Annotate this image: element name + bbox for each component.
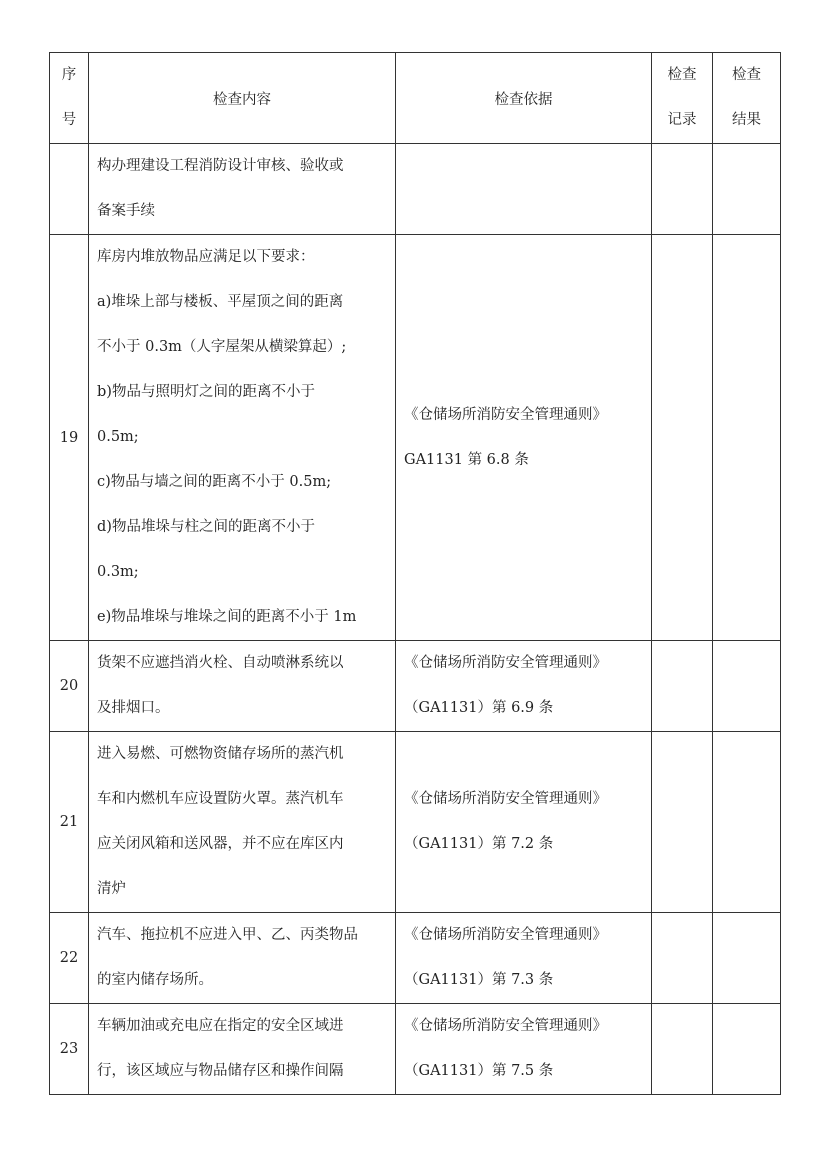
header-result-line: 结果	[732, 112, 761, 128]
row-record	[652, 732, 713, 913]
header-record-line: 检查	[667, 67, 697, 83]
row-seq	[50, 732, 89, 913]
row-record	[652, 913, 713, 1004]
content-text	[89, 913, 395, 1003]
content-line: 车辆加油或充电应在指定的安全区域进	[97, 1018, 344, 1034]
row-seq-text: 19	[59, 429, 79, 446]
basis-line: GA1131 第 6.8 条	[404, 451, 529, 468]
row-seq-text: 21	[59, 814, 79, 830]
row-content	[89, 1004, 396, 1095]
content-line: 库房内堆放物品应满足以下要求：	[97, 249, 315, 265]
header-content: 检查内容	[89, 53, 396, 144]
content-line: 行，该区域应与物品储存区和操作间隔	[97, 1063, 344, 1079]
header-result	[713, 53, 781, 144]
basis-line: （GA1131）第 7.5 条	[404, 1063, 554, 1079]
row-basis	[396, 144, 652, 235]
content-line: 0.3m;	[97, 564, 139, 580]
row-result	[713, 732, 781, 913]
content-line: 进入易燃、可燃物资储存场所的蒸汽机	[97, 746, 344, 762]
header-seq-line: 号	[61, 112, 77, 128]
content-line: a)堆垛上部与楼板、平屋顶之间的距离	[97, 294, 344, 310]
header-basis: 检查依据	[396, 53, 652, 144]
basis-line: 《仓储场所消防安全管理通则》	[404, 927, 607, 943]
content-line: 汽车、拖拉机不应进入甲、乙、丙类物品	[97, 927, 358, 943]
header-record-line: 记录	[667, 112, 697, 128]
row-seq	[50, 235, 89, 641]
row-record	[652, 641, 713, 732]
content-text	[89, 732, 395, 912]
basis-line: （GA1131）第 7.2 条	[404, 836, 554, 852]
row-seq	[50, 641, 89, 732]
basis-text	[396, 777, 651, 867]
content-line: 车和内燃机车应设置防火罩。蒸汽机车	[97, 791, 344, 807]
table-row	[50, 235, 781, 641]
row-result	[713, 1004, 781, 1095]
basis-line: 《仓储场所消防安全管理通则》	[404, 1018, 607, 1034]
content-line: d)物品堆垛与柱之间的距离不小于	[97, 519, 315, 535]
row-record	[652, 235, 713, 641]
content-text	[89, 1004, 395, 1094]
content-text	[89, 144, 395, 234]
header-result-line: 检查	[732, 67, 761, 83]
row-seq-text: 22	[59, 950, 79, 966]
row-seq-text: 23	[59, 1041, 79, 1057]
content-text	[89, 235, 395, 640]
content-line: 不小于 0.3m（人字屋架从横梁算起）;	[97, 339, 347, 355]
header-record	[652, 53, 713, 144]
table-row	[50, 913, 781, 1004]
table-row	[50, 641, 781, 732]
basis-line: 《仓储场所消防安全管理通则》	[404, 791, 607, 807]
row-basis	[396, 1004, 652, 1095]
table-header-row	[50, 53, 781, 144]
content-line: 清炉	[97, 881, 126, 897]
content-line: b)物品与照明灯之间的距离不小于	[97, 384, 315, 400]
basis-line: （GA1131）第 7.3 条	[404, 972, 554, 988]
table-row	[50, 144, 781, 235]
inspection-table	[49, 52, 781, 1095]
content-line: 构办理建设工程消防设计审核、验收或	[97, 158, 344, 174]
table-row	[50, 732, 781, 913]
content-line: 备案手续	[97, 203, 155, 219]
content-line: 及排烟口。	[97, 700, 170, 716]
content-line: 0.5m;	[97, 429, 139, 445]
content-line: 的室内储存场所。	[97, 972, 213, 988]
basis-line: （GA1131）第 6.9 条	[404, 700, 554, 716]
row-result	[713, 235, 781, 641]
basis-text	[396, 393, 651, 483]
row-record	[652, 144, 713, 235]
row-basis	[396, 913, 652, 1004]
row-result	[713, 913, 781, 1004]
row-seq	[50, 144, 89, 235]
row-basis	[396, 235, 652, 641]
content-line: 应关闭风箱和送风器，并不应在库区内	[97, 836, 344, 852]
row-basis	[396, 641, 652, 732]
row-result	[713, 641, 781, 732]
header-seq-line: 序	[61, 67, 77, 83]
basis-text	[396, 1004, 651, 1094]
table-row	[50, 1004, 781, 1095]
content-line: 货架不应遮挡消火栓、自动喷淋系统以	[97, 655, 344, 671]
row-basis	[396, 732, 652, 913]
basis-text	[396, 641, 651, 731]
row-result	[713, 144, 781, 235]
row-record	[652, 1004, 713, 1095]
row-content	[89, 641, 396, 732]
row-seq	[50, 1004, 89, 1095]
row-seq-text: 20	[59, 678, 79, 694]
basis-text	[396, 913, 651, 1003]
content-text	[89, 641, 395, 731]
basis-line: 《仓储场所消防安全管理通则》	[404, 406, 607, 423]
header-seq	[50, 53, 89, 144]
content-line: c)物品与墙之间的距离不小于 0.5m;	[97, 474, 332, 490]
row-content	[89, 913, 396, 1004]
row-content	[89, 144, 396, 235]
row-content	[89, 235, 396, 641]
basis-line: 《仓储场所消防安全管理通则》	[404, 655, 607, 671]
row-seq	[50, 913, 89, 1004]
content-line: e)物品堆垛与堆垛之间的距离不小于 1m	[97, 609, 357, 625]
row-content	[89, 732, 396, 913]
